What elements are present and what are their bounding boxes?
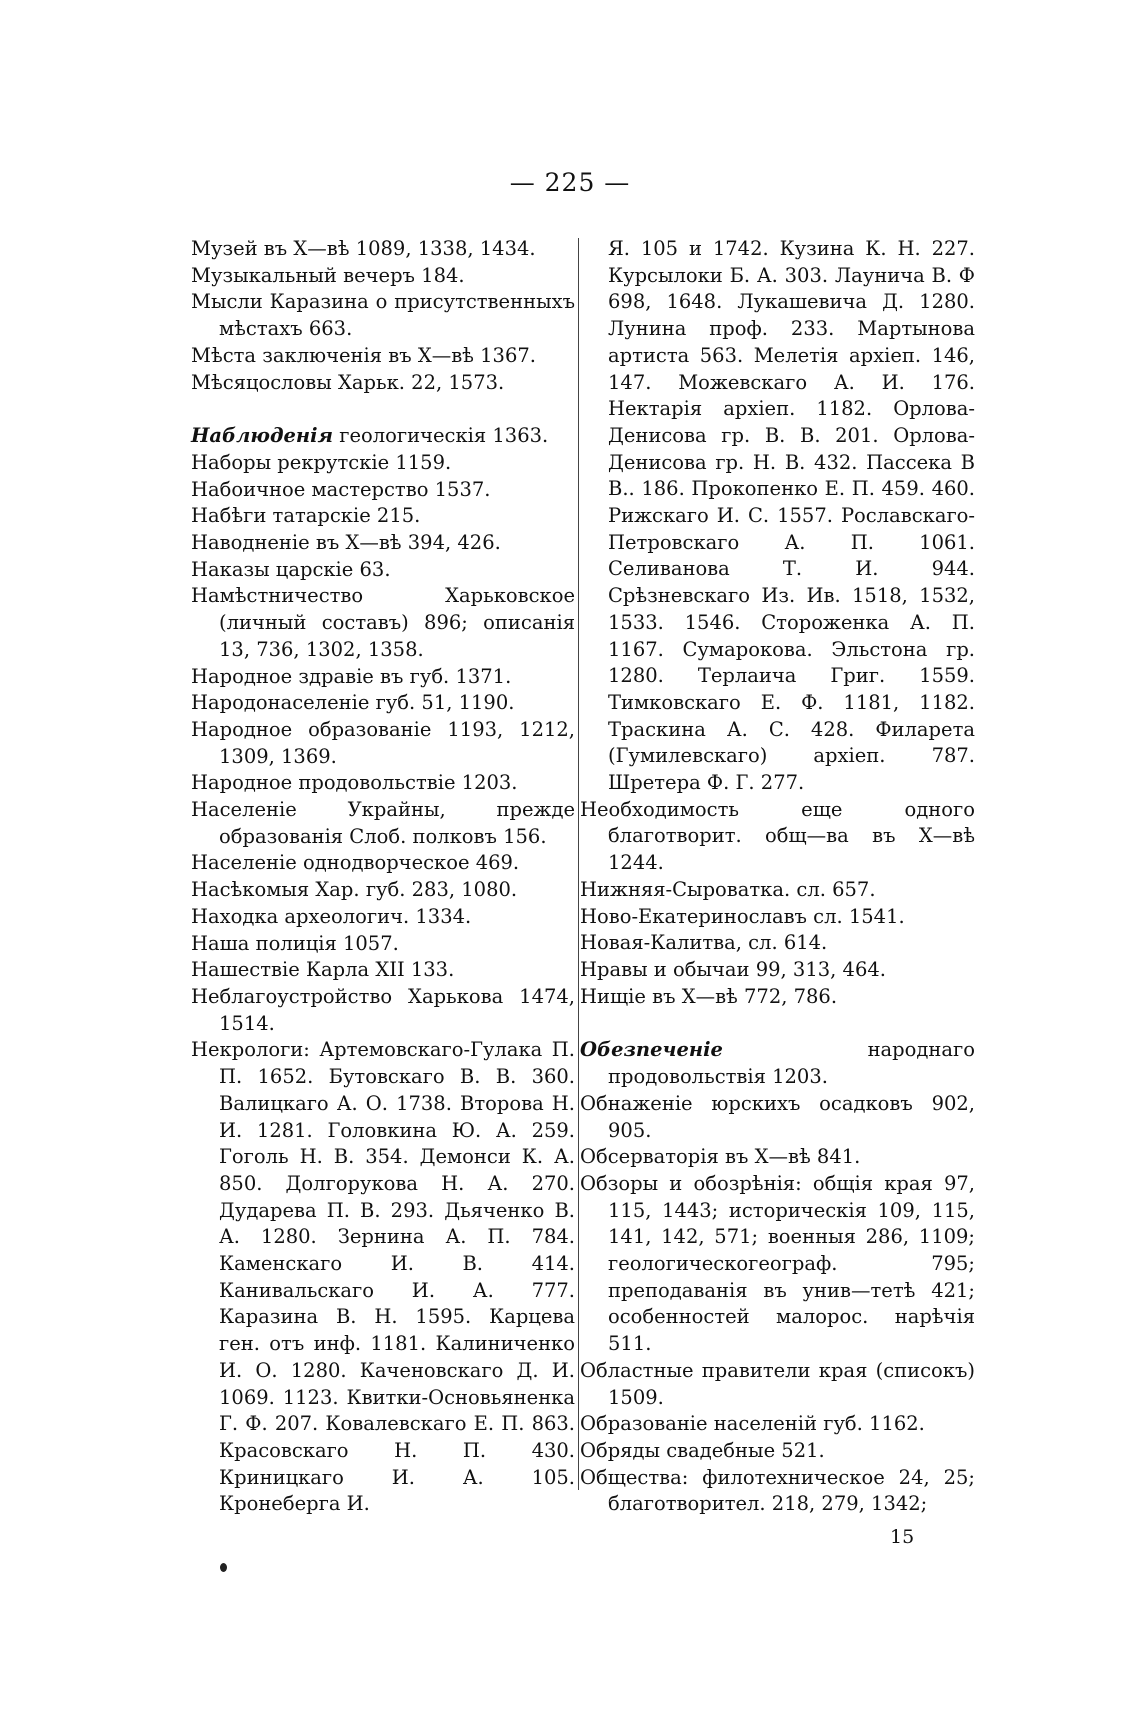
section-heading-entry — [191, 423, 575, 450]
index-entry: Необходимость еще одного благотворит. общ—ва въ Х—вѣ 1244. — [580, 797, 975, 875]
index-entry: Набѣги татарскіе 215. — [191, 504, 421, 528]
index-entry: Народное продовольствіе 1203. — [191, 771, 518, 795]
page-number: — 225 — — [509, 168, 631, 197]
index-entry: Народное здравіе въ губ. 1371. — [191, 664, 512, 688]
index-entry: Населеніе Украйны, прежде образованія Слоб. полковъ 156. — [191, 798, 575, 848]
right-column — [580, 236, 975, 1518]
index-entry: Мѣсяцословы Харьк. 22, 1573. — [191, 370, 505, 394]
index-entry: Нашествіе Карла XII 133. — [191, 958, 455, 982]
index-entry: Обнаженіе юрскихъ осадковъ 902, 905. — [580, 1091, 975, 1142]
index-entry: Находка археологич. 1334. — [191, 904, 472, 928]
index-entry-continuation: Я. 105 и 1742. Кузина К. Н. 227. Курсылоки Б. А. 303. Лаунича В. Ф 698, 1648. Лукашевича Д. 1280. Лунина проф. 233. Мартынова артиста 563. Мелетія архіеп. 146, 147. Можевскаго А. И. 176. Нектарія архіеп. 1182. Орлова-Денисова гр. В. В. 201. Орлова-Денисова гр. Н. В. 432. Пассека В В.. 186. Прокопенко Е. П. 459. 460. Рижскаго И. С. 1557. Рославскаго-Петровскаго А. П. 1061. Селиванова Т. И. 944. Срѣзневскаго Из. Ив. 1518, 1532, 1533. 1546. Стороженка А. П. 1167. Сумарокова. Эльстона гр. 1280. Терлаича Григ. 1559. Тимковскаго Е. Ф. 1181, 1182. Траскина А. С. 428. Филарета (Гумилевскаго) архіеп. 787. Шретера Ф. Г. 277. — [608, 237, 975, 795]
index-entry: Обсерваторія въ Х—вѣ 841. — [580, 1145, 861, 1169]
index-entry: Наборы рекрутскіе 1159. — [191, 450, 452, 474]
column-divider — [578, 238, 579, 1490]
left-column — [191, 236, 575, 1518]
index-entry: Некрологи: Артемовскаго-Гулака П. П. 1652. Бутовскаго В. В. 360. Валицкаго А. О. 1738. Второва Н. И. 1281. Головкина Ю. А. 259. Гоголь Н. В. 354. Демонси К. А. 850. Долгорукова Н. А. 270. Дударева П. В. 293. Дьяченко В. А. 1280. Зернина А. П. 784. Каменскаго И. В. 414. Канивальскаго И. А. 777. Каразина В. Н. 1595. Карцева ген. отъ инф. 1181. Калиниченко И. О. 1280. Каченовскаго Д. И. 1069. 1123. Квитки-Основьяненка Г. Ф. 207. Ковалевскаго Е. П. 863. Красовскаго Н. П. 430. Криницкаго И. А. 105. Кронеберга И. — [191, 1038, 575, 1516]
section-gap — [191, 396, 575, 423]
index-entry: Народное образованіе 1193, 1212, 1309, 1369. — [191, 717, 575, 768]
section-gap — [580, 1010, 975, 1037]
index-entry: Населеніе однодворческое 469. — [191, 851, 520, 875]
index-entry: Музыкальный вечеръ 184. — [191, 263, 465, 287]
index-entry: Насѣкомыя Хар. губ. 283, 1080. — [191, 878, 518, 902]
index-entry: Нравы и обычаи 99, 313, 464. — [580, 957, 886, 981]
signature-mark: 15 — [890, 1526, 915, 1548]
section-heading-word: Обезпеченіе — [580, 1038, 723, 1062]
ink-dot — [220, 1563, 227, 1572]
section-heading-rest: геологическія 1363. — [339, 424, 549, 448]
index-entry: Образованіе населеній губ. 1162. — [580, 1412, 925, 1436]
index-entry: Новая-Калитва, сл. 614. — [580, 931, 828, 955]
index-entry: Областные правители края (списокъ) 1509. — [580, 1358, 975, 1409]
index-entry: Мысли Каразина о присутственныхъ мѣстахъ 663. — [191, 290, 575, 341]
index-entry: Ново-Екатеринославъ сл. 1541. — [580, 904, 905, 928]
index-entry: Общества: филотехническое 24, 25; благотворител. 218, 279, 1342; — [580, 1465, 975, 1516]
index-entry: Нижняя-Сыроватка. сл. 657. — [580, 877, 876, 901]
index-entry: Набоичное мастерство 1537. — [191, 477, 491, 501]
section-heading-rest: народнаго продовольствія 1203. — [608, 1038, 975, 1089]
section-heading-entry — [580, 1037, 975, 1090]
index-entry: Народонаселеніе губ. 51, 1190. — [191, 691, 515, 715]
index-entry: Обзоры и обозрѣнія: общія края 97, 115, 1443; историческія 109, 115, 141, 142, 571; военныя 286, 1109; геологическогеограф. 795; преподаванія въ унив—тетѣ 421; особенностей малорос. нарѣчія 511. — [580, 1171, 975, 1356]
index-entry: Наша полиція 1057. — [191, 931, 399, 955]
index-entry: Мѣста заключенія въ Х—вѣ 1367. — [191, 343, 536, 367]
index-entry: Музей въ Х—вѣ 1089, 1338, 1434. — [191, 237, 536, 260]
index-entry: Нищіе въ Х—вѣ 772, 786. — [580, 984, 838, 1008]
index-entry: Намѣстничество Харьковское (личный составъ) 896; описанія 13, 736, 1302, 1358. — [191, 584, 575, 661]
index-entry: Обряды свадебные 521. — [580, 1438, 825, 1462]
index-entry: Неблагоустройство Харькова 1474, 1514. — [191, 984, 575, 1035]
index-entry: Наводненіе въ Х—вѣ 394, 426. — [191, 531, 501, 555]
index-entry: Наказы царскіе 63. — [191, 557, 391, 581]
section-heading-word: Наблюденія — [191, 424, 334, 448]
